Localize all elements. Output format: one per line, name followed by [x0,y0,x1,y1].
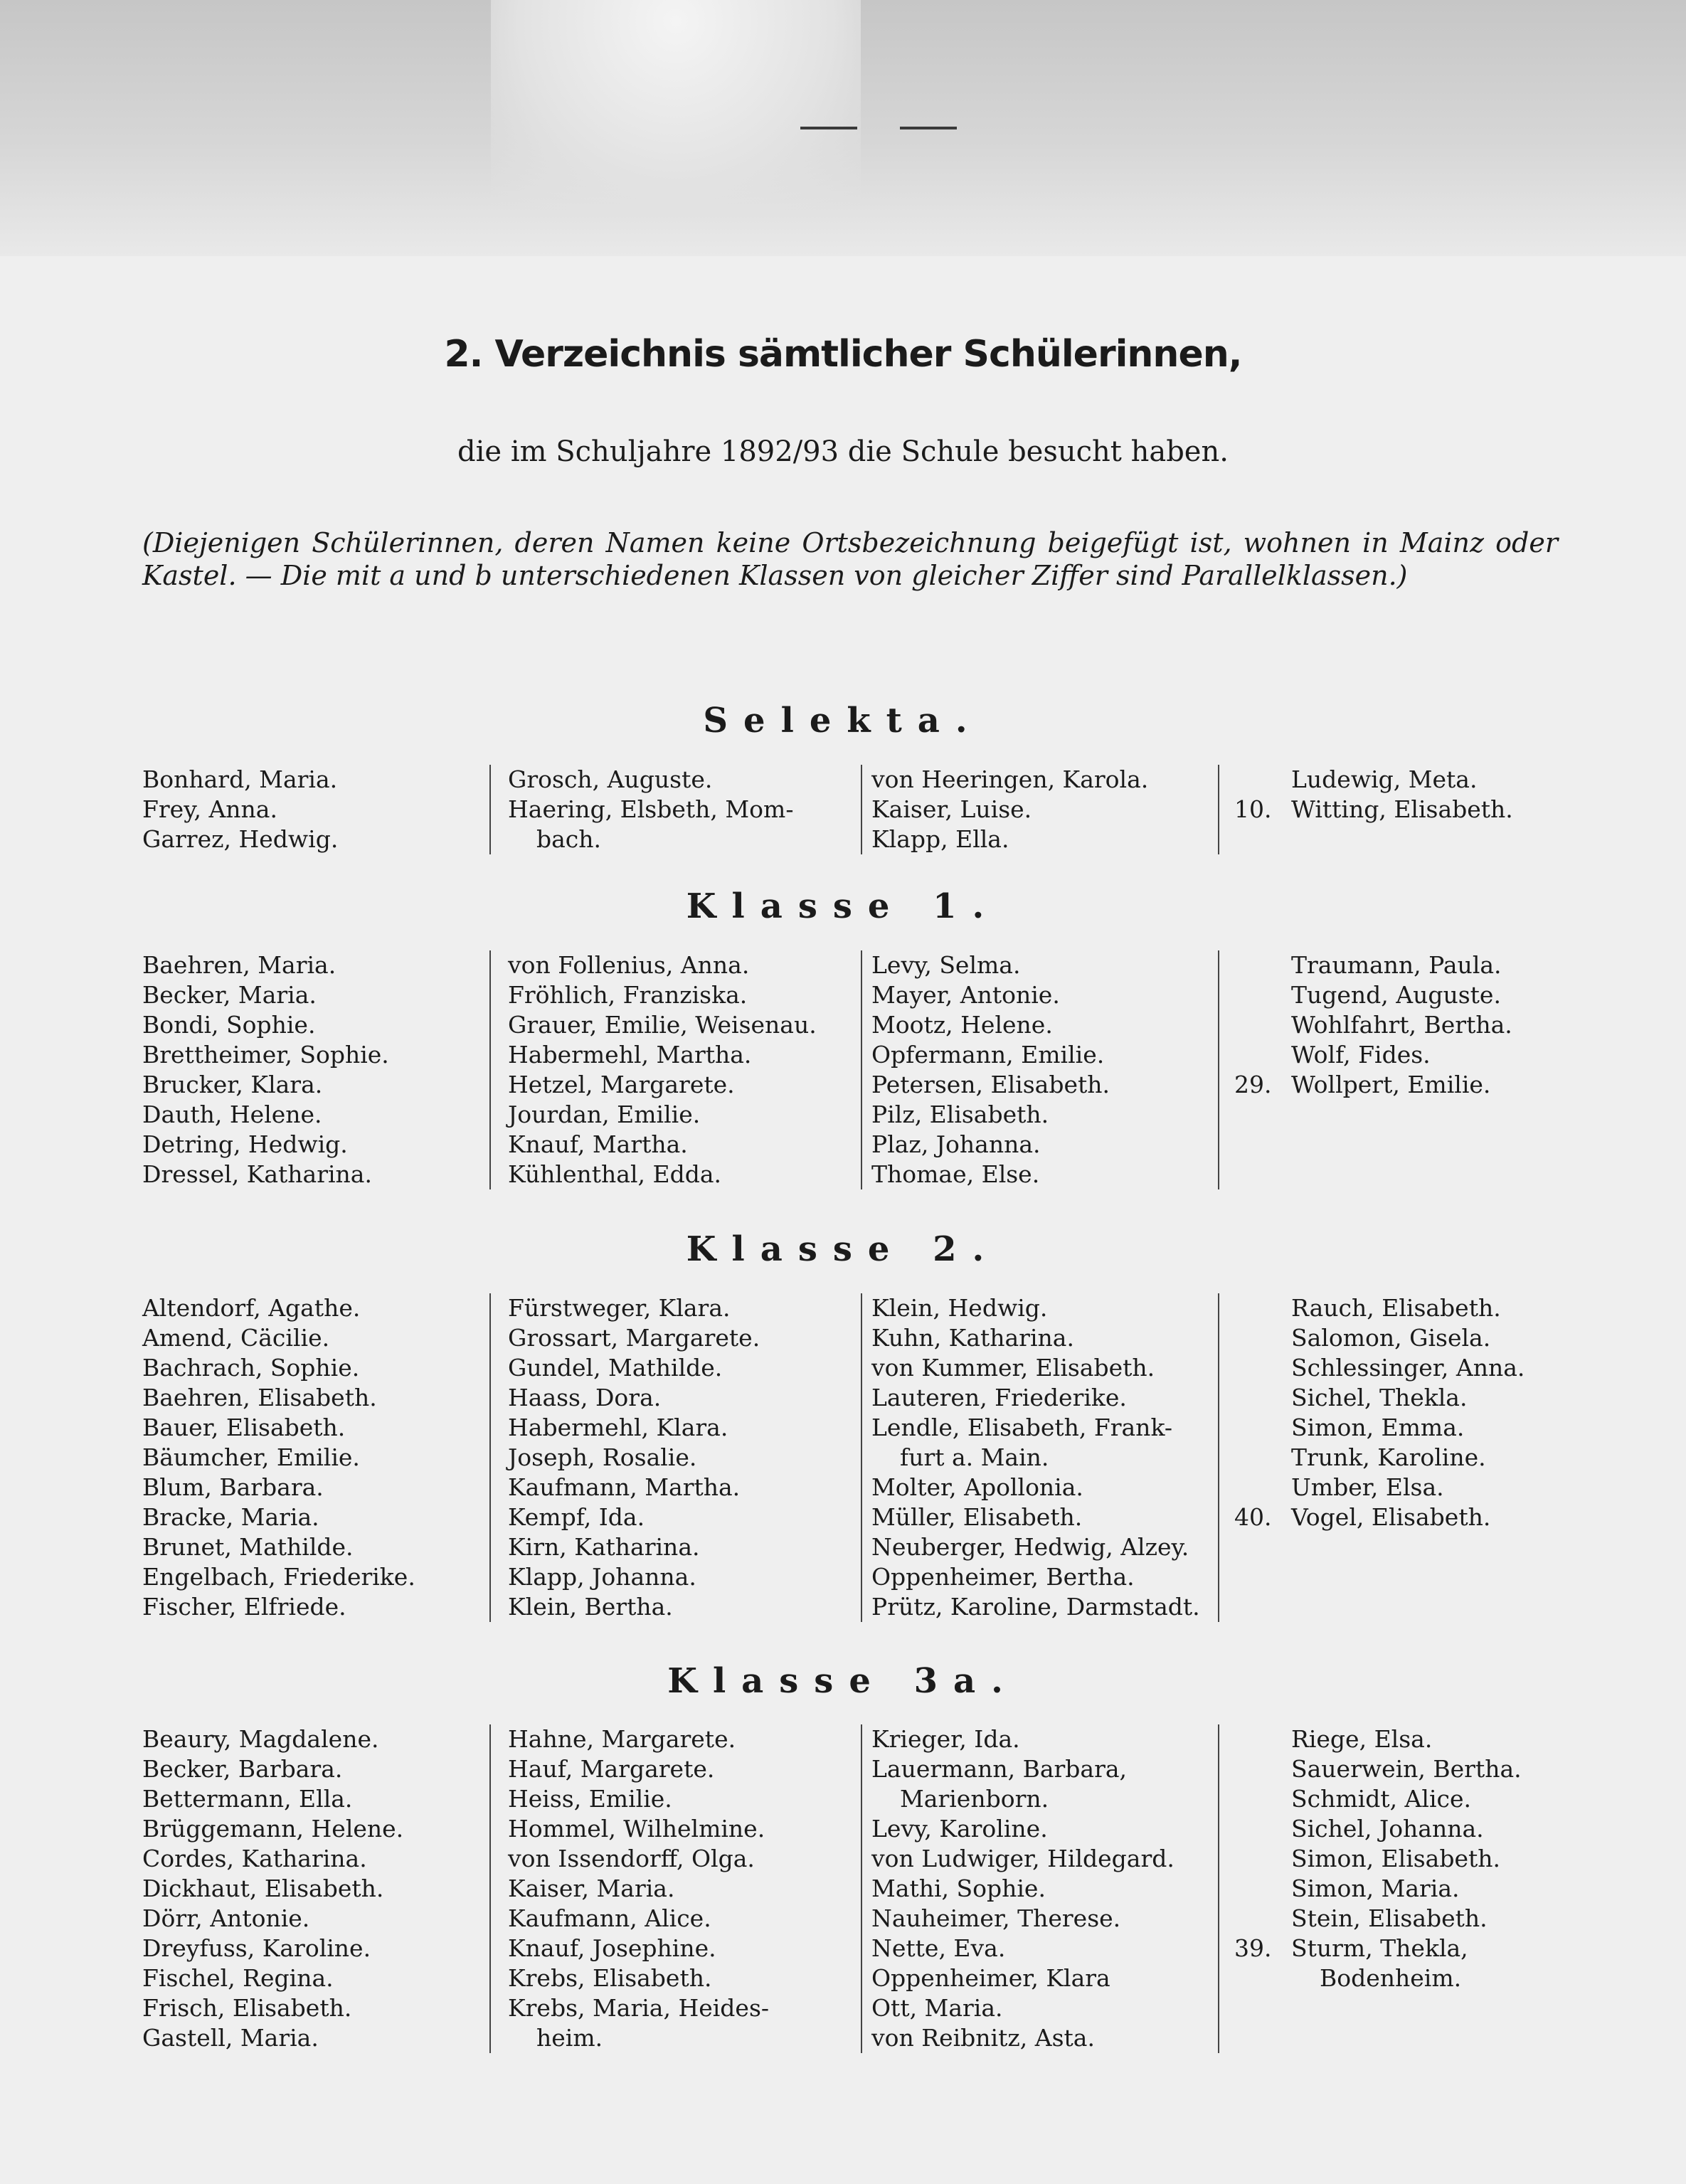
list-item: Kuhn, Katharina. [871,1324,1074,1352]
list-item: Lendle, Elisabeth, Frank- [871,1414,1173,1441]
list-item: Brüggemann, Helene. [142,1815,404,1843]
list-item: Knauf, Martha. [508,1130,688,1158]
list-item: von Issendorff, Olga. [508,1845,755,1872]
list-item: Pilz, Elisabeth. [871,1101,1049,1128]
list-item: Garrez, Hedwig. [142,825,339,853]
list-item: 39. Sturm, Thekla, [1234,1934,1468,1962]
list-item: Ludewig, Meta. [1291,765,1478,793]
list-item: Traumann, Paula. [1291,951,1502,979]
list-item: Dauth, Helene. [142,1101,322,1128]
list-item: Bettermann, Ella. [142,1785,353,1813]
list-item: Gastell, Maria. [142,2024,319,2052]
list-item: Opfermann, Emilie. [871,1041,1105,1069]
list-item: Sauerwein, Bertha. [1291,1755,1522,1783]
column-divider [861,1293,862,1622]
list-item: von Kummer, Elisabeth. [871,1354,1155,1382]
list-item: Bachrach, Sophie. [142,1354,360,1382]
column-divider [1218,1724,1219,2053]
klasse-3a-column-4 [1234,1724,1522,1993]
column-divider [489,765,491,854]
list-item: Riege, Elsa. [1291,1725,1433,1753]
list-item: Simon, Elisabeth. [1291,1845,1501,1872]
section-heading-klasse-2: Klasse 2. [686,1229,1000,1269]
list-item: Bonhard, Maria. [142,765,338,793]
page-subtitle: die im Schuljahre 1892/93 die Schule besucht haben. [457,435,1229,468]
list-item: Frey, Anna. [142,795,277,823]
list-item: Marienborn. [900,1785,1049,1813]
klasse-2-column-4 [1234,1293,1525,1532]
list-item: Grossart, Margarete. [508,1324,760,1352]
column-divider [489,950,491,1189]
list-item: Detring, Hedwig. [142,1130,348,1158]
list-item: Nette, Eva. [871,1934,1006,1962]
list-item: Jourdan, Emilie. [508,1101,701,1128]
klasse-2-column-1 [142,1293,415,1622]
list-item: Hommel, Wilhelmine. [508,1815,765,1843]
list-item: Dreyfuss, Karoline. [142,1934,371,1962]
list-item: Thomae, Else. [871,1160,1040,1188]
list-item: Blum, Barbara. [142,1473,324,1501]
klasse-3a-column-3 [871,1724,1175,2053]
column-divider [861,950,862,1189]
klasse-3a-column-1 [142,1724,403,2053]
list-item: Kühlenthal, Edda. [508,1160,721,1188]
list-item: Dickhaut, Elisabeth. [142,1875,384,1902]
list-item: von Reibnitz, Asta. [871,2024,1095,2052]
list-item: Müller, Elisabeth. [871,1503,1083,1531]
list-item: 29. Wollpert, Emilie. [1234,1071,1491,1098]
list-item: Baehren, Elisabeth. [142,1384,377,1411]
list-item: Wohlfahrt, Bertha. [1291,1011,1512,1039]
column-divider [489,1724,491,2053]
list-item: Oppenheimer, Bertha. [871,1563,1135,1591]
selekta-column-1 [142,765,338,854]
list-item: Klapp, Ella. [871,825,1009,853]
list-item: Engelbach, Friederike. [142,1563,415,1591]
list-item: Levy, Selma. [871,951,1021,979]
column-divider [861,765,862,854]
selekta-column-4 [1234,765,1513,825]
column-divider [489,1293,491,1622]
list-item: Habermehl, Klara. [508,1414,728,1441]
klasse-1-column-1 [142,950,389,1189]
list-item: Lauermann, Barbara, [871,1755,1128,1783]
list-item: Kaufmann, Alice. [508,1904,711,1932]
list-item: Levy, Karoline. [871,1815,1048,1843]
list-item: Petersen, Elisabeth. [871,1071,1110,1098]
page-marker-dash [800,127,857,129]
list-item: Habermehl, Martha. [508,1041,752,1069]
list-item: Dressel, Katharina. [142,1160,372,1188]
selekta-column-3 [871,765,1148,854]
list-item: Molter, Apollonia. [871,1473,1083,1501]
section-heading-klasse-3a: Klasse 3a. [667,1661,1019,1701]
list-item: Fröhlich, Franziska. [508,981,748,1009]
list-item: Kempf, Ida. [508,1503,645,1531]
list-item: Becker, Barbara. [142,1755,343,1783]
list-item: Krieger, Ida. [871,1725,1020,1753]
list-item: Beaury, Magdalene. [142,1725,379,1753]
list-item: Tugend, Auguste. [1291,981,1501,1009]
list-item: Fischer, Elfriede. [142,1593,346,1621]
list-item: Fischel, Regina. [142,1964,334,1992]
klasse-1-column-2 [508,950,817,1189]
klasse-1-column-4 [1234,950,1512,1100]
list-item: heim. [536,2024,603,2052]
section-total: 40. [1234,1503,1272,1531]
list-item: Mootz, Helene. [871,1011,1053,1039]
klasse-1-column-3 [871,950,1110,1189]
list-item: Mathi, Sophie. [871,1875,1046,1902]
list-item: Gundel, Mathilde. [508,1354,723,1382]
list-item: Umber, Elsa. [1291,1473,1444,1501]
list-item: Frisch, Elisabeth. [142,1994,352,2022]
list-item: Simon, Maria. [1291,1875,1460,1902]
list-item: Mayer, Antonie. [871,981,1060,1009]
section-total: 10. [1234,795,1272,823]
page-marker-dash [900,127,957,129]
section-heading-selekta: Selekta. [703,701,983,741]
paper-tear-area [491,0,861,213]
klasse-2-column-3 [871,1293,1200,1622]
list-item: Trunk, Karoline. [1291,1443,1486,1471]
list-item: 10. Witting, Elisabeth. [1234,795,1513,823]
list-item: Schlessinger, Anna. [1291,1354,1525,1382]
list-item: Hahne, Margarete. [508,1725,736,1753]
list-item: 40. Vogel, Elisabeth. [1234,1503,1491,1531]
list-item: Bracke, Maria. [142,1503,319,1531]
list-item: Brettheimer, Sophie. [142,1041,389,1069]
list-item: Haass, Dora. [508,1384,662,1411]
list-item: Amend, Cäcilie. [142,1324,330,1352]
list-item: Altendorf, Agathe. [142,1294,361,1322]
list-item: Krebs, Elisabeth. [508,1964,712,1992]
list-item: Hetzel, Margarete. [508,1071,735,1098]
list-item: Bäumcher, Emilie. [142,1443,360,1471]
column-divider [1218,950,1219,1189]
klasse-2-column-2 [508,1293,760,1622]
list-item: Kirn, Katharina. [508,1533,700,1561]
list-item: von Heeringen, Karola. [871,765,1149,793]
list-item: Kaufmann, Martha. [508,1473,741,1501]
list-item: Grauer, Emilie, Weisenau. [508,1011,817,1039]
list-item: Bauer, Elisabeth. [142,1414,346,1441]
list-item: Baehren, Maria. [142,951,336,979]
list-item: Stein, Elisabeth. [1291,1904,1488,1932]
list-item: Dörr, Antonie. [142,1904,310,1932]
note-line-1: (Diejenigen Schülerinnen, deren Namen keine Ortsbezeichnung beigefügt ist, wohnen in Mainz oder [142,527,1558,558]
list-item: Kaiser, Luise. [871,795,1032,823]
section-total: 39. [1234,1934,1272,1962]
list-item: Neuberger, Hedwig, Alzey. [871,1533,1189,1561]
list-item: Heiss, Emilie. [508,1785,672,1813]
list-item: Wolf, Fides. [1291,1041,1431,1069]
list-item: Rauch, Elisabeth. [1291,1294,1501,1322]
list-item: Bodenheim. [1320,1964,1462,1992]
list-item: Joseph, Rosalie. [508,1443,697,1471]
list-item: Grosch, Auguste. [508,765,713,793]
list-item: Brucker, Klara. [142,1071,323,1098]
list-item: Hauf, Margarete. [508,1755,715,1783]
klasse-3a-column-2 [508,1724,769,2053]
list-item: Salomon, Gisela. [1291,1324,1491,1352]
section-heading-klasse-1: Klasse 1. [686,886,1000,926]
list-item: Haering, Elsbeth, Mom- [508,795,794,823]
list-item: Schmidt, Alice. [1291,1785,1471,1813]
list-item: Lauteren, Friederike. [871,1384,1127,1411]
list-item: Knauf, Josephine. [508,1934,716,1962]
list-item: Brunet, Mathilde. [142,1533,354,1561]
list-item: Becker, Maria. [142,981,317,1009]
list-item: Sichel, Thekla. [1291,1384,1468,1411]
list-item: von Follenius, Anna. [508,951,750,979]
list-item: Kaiser, Maria. [508,1875,675,1902]
list-item: Klein, Bertha. [508,1593,673,1621]
list-item: Klein, Hedwig. [871,1294,1048,1322]
list-item: furt a. Main. [900,1443,1049,1471]
column-divider [861,1724,862,2053]
list-item: Plaz, Johanna. [871,1130,1041,1158]
list-item: Oppenheimer, Klara [871,1964,1110,1992]
list-item: von Ludwiger, Hildegard. [871,1845,1175,1872]
note-line-2: Kastel. — Die mit a und b unterschiedenen Klassen von gleicher Ziffer sind Parallelklassen.) [142,560,1408,591]
list-item: Bondi, Sophie. [142,1011,316,1039]
list-item: Sichel, Johanna. [1291,1815,1484,1843]
list-item: Krebs, Maria, Heides- [508,1994,770,2022]
list-item: Nauheimer, Therese. [871,1904,1121,1932]
list-item: Ott, Maria. [871,1994,1003,2022]
list-item: Cordes, Katharina. [142,1845,367,1872]
column-divider [1218,1293,1219,1622]
selekta-column-2 [508,765,794,854]
page-title: 2. Verzeichnis sämtlicher Schülerinnen, [444,333,1242,376]
section-total: 29. [1234,1071,1272,1098]
list-item: Fürstweger, Klara. [508,1294,731,1322]
list-item: Prütz, Karoline, Darmstadt. [871,1593,1200,1621]
list-item: bach. [536,825,602,853]
list-item: Klapp, Johanna. [508,1563,696,1591]
column-divider [1218,765,1219,854]
list-item: Simon, Emma. [1291,1414,1465,1441]
